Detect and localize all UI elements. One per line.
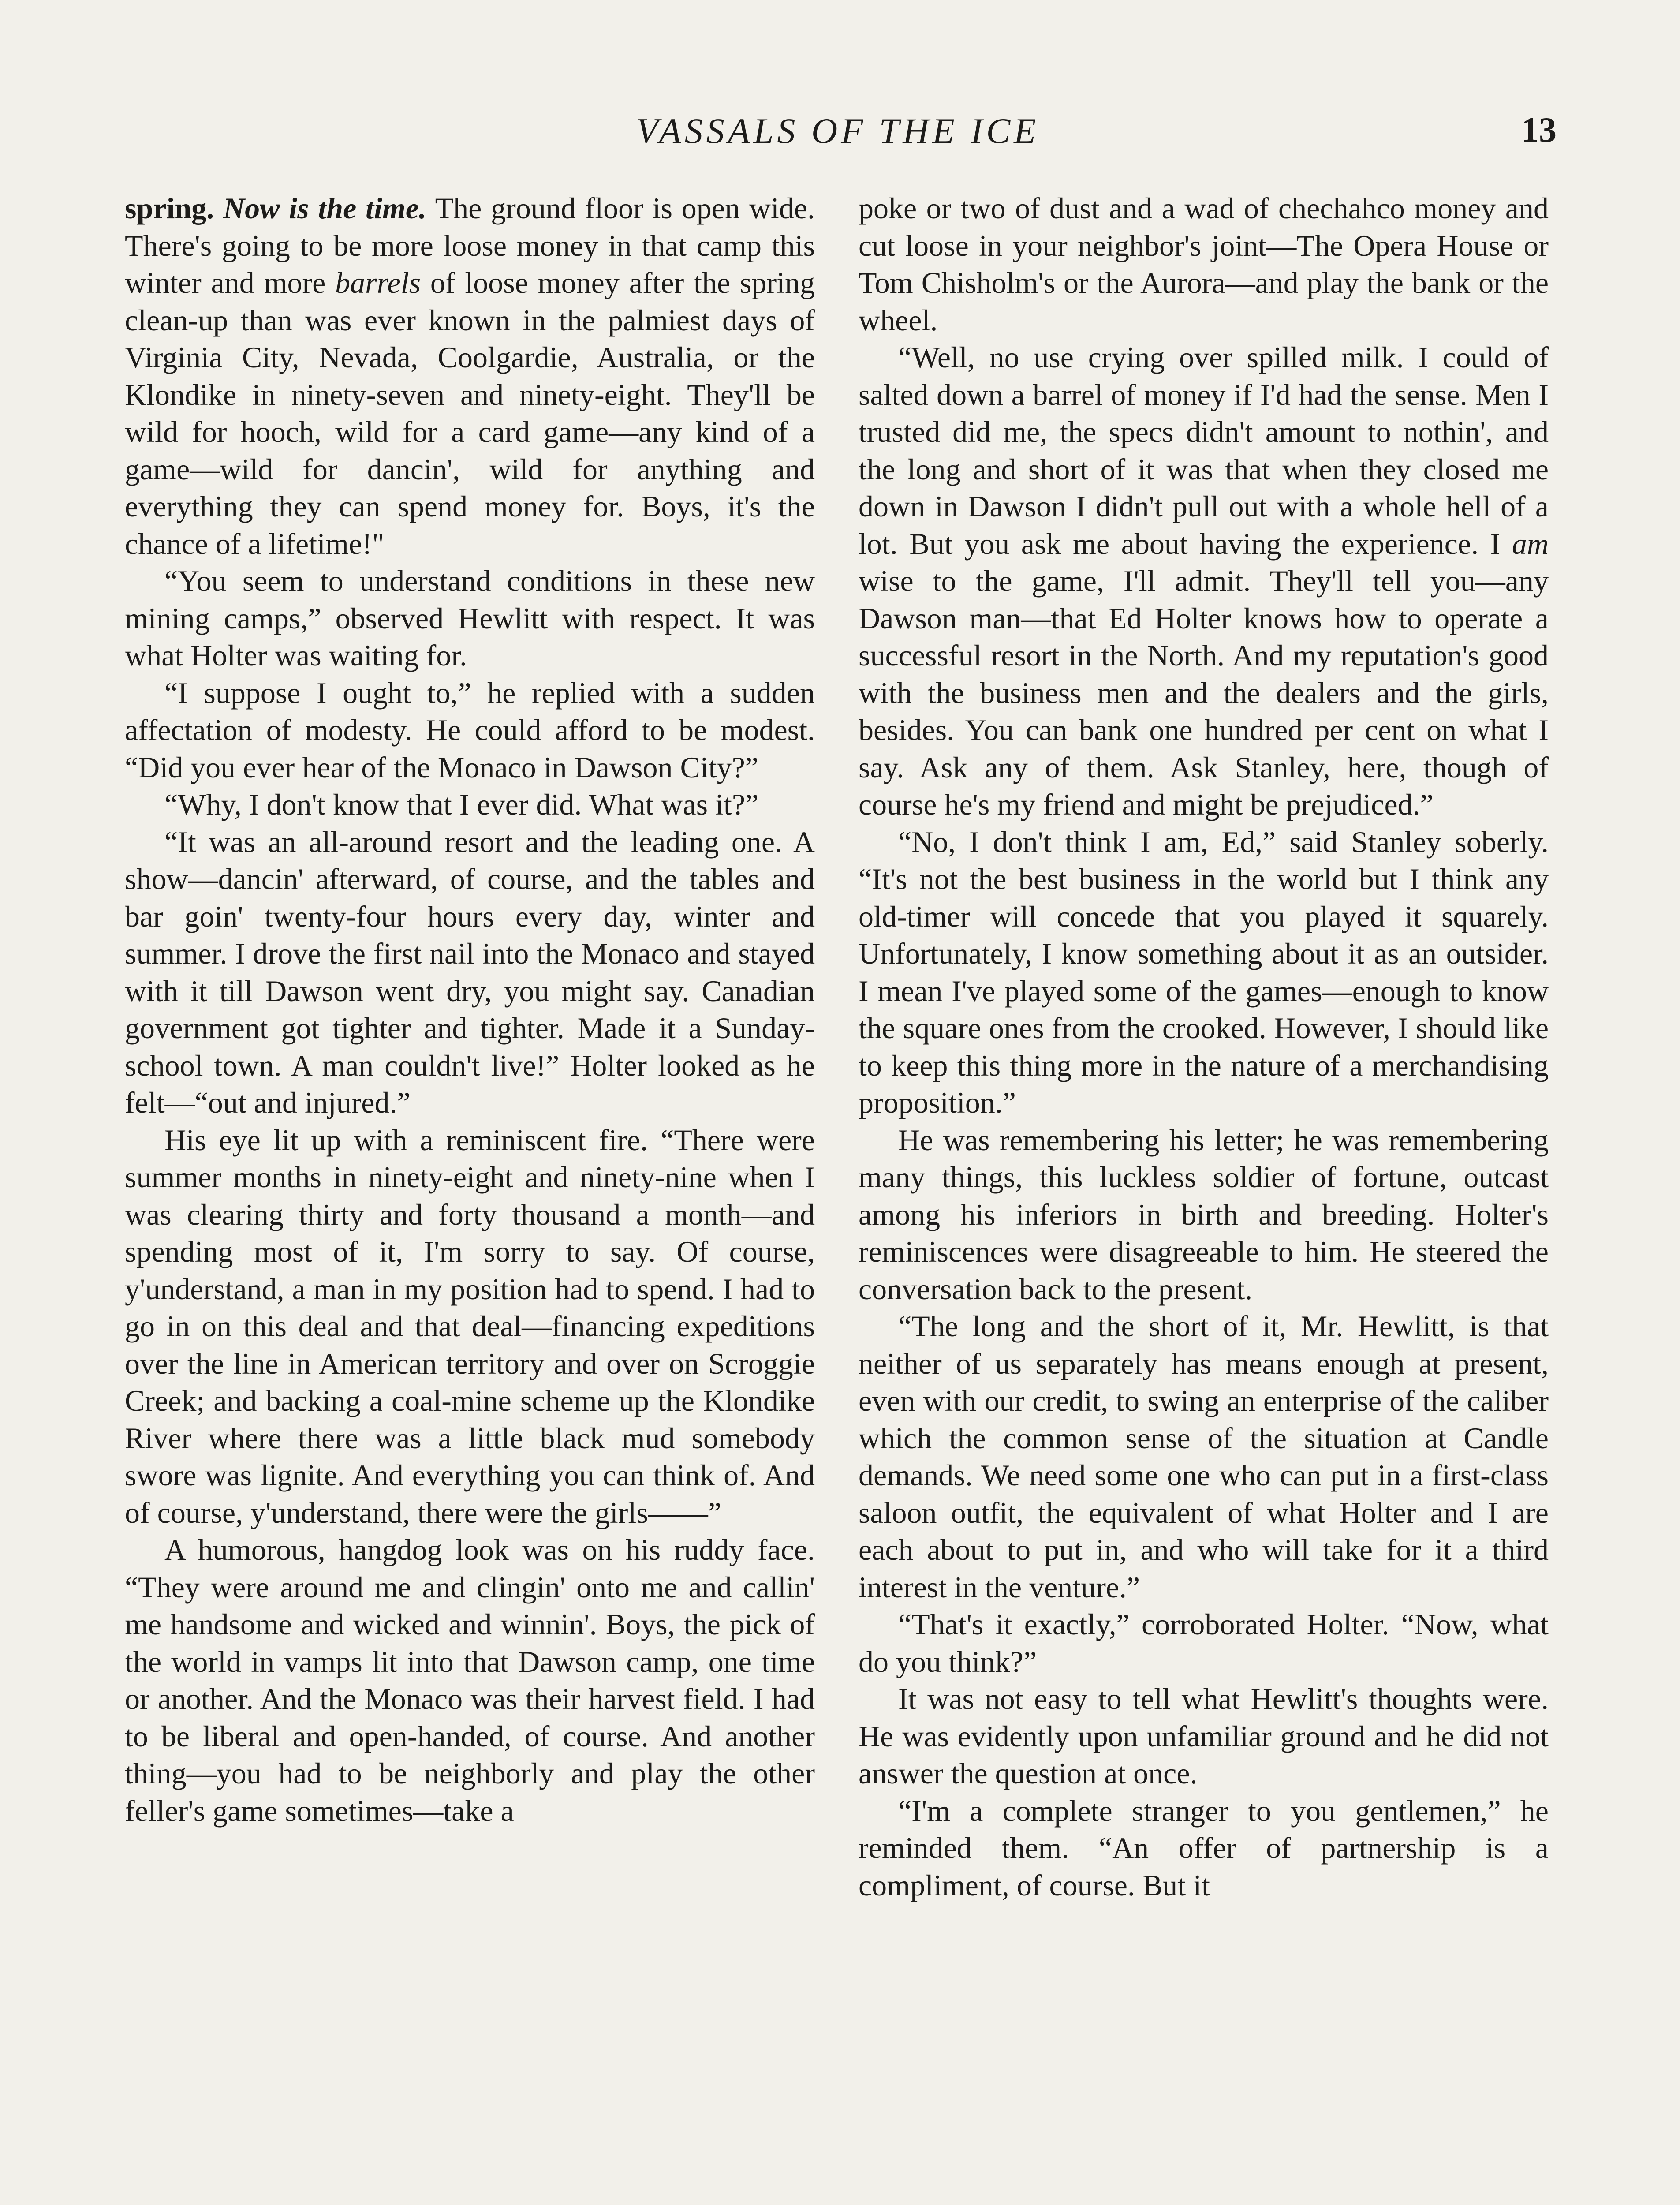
emphasis-text: barrels [335, 266, 421, 299]
paragraph: His eye lit up with a reminiscent fire. “There were summer months in ninety-eight and ninety-nine when I was clearing thirty and forty thousand a month—and spending most of it, I'm sorry to say. Of course, y'understand, a man in my position had to spend. I had to go in on this deal and that deal—financing expeditions over the line in American territory and over on Scroggie Creek; and backing a coal-mine scheme up the Klondike River where there was a little black mud somebody swore was lignite. And everything you can think of. And of course, y'understand, there were the girls——” [125, 1123, 815, 1529]
paragraph: He was remembering his letter; he was remembering many things, this luckless soldier of fortune, outcast among his inferiors in birth and breeding. Holter's reminiscences were disagreeable to him. He steered the conversation back to the present. [859, 1123, 1549, 1306]
paragraph: “That's it exactly,” corroborated Holter. “Now, what do you think?” [859, 1607, 1549, 1678]
paragraph: “I suppose I ought to,” he replied with a sudden affectation of modesty. He could afford to be modest. “Did you ever hear of the Monaco in Dawson City?” [125, 676, 815, 784]
left-column [125, 190, 815, 1829]
paragraph: “I'm a complete stranger to you gentlemen,” he reminded them. “An offer of partnership is a compliment, of course. But it [859, 1794, 1549, 1902]
paragraph-text: wise to the game, I'll admit. They'll tell you—any Dawson man—that Ed Holter knows how to operate a successful resort in the North. And my reputation's good with the business men and the dealers and the girls, besides. You can bank one hundred per cent on what I say. Ask any of them. Ask Stanley, here, though of course he's my friend and might be prejudiced.” [859, 564, 1549, 821]
paragraph: “It was an all-around resort and the leading one. A show—dancin' afterward, of course, and the tables and bar goin' twenty-four hours every day, winter and summer. I drove the first nail into the Monaco and stayed with it till Dawson went dry, you might say. Canadian government got tighter and tighter. Made it a Sunday-school town. A man couldn't live!” Holter looked as he felt—“out and injured.” [125, 825, 815, 1119]
page-number: 13 [1521, 111, 1557, 149]
right-column [859, 190, 1549, 1904]
running-title: VASSALS OF THE ICE [636, 111, 1040, 151]
paragraph-text: of loose money after the spring clean-up than was ever known in the palmiest days of Virginia City, Nevada, Coolgardie, Australia, or the Klondike in ninety-seven and ninety-eight. They'll be wild for hooch, wild for a card game—any kind of a game—wild for dancin', wild for anything and everything they can spend money for. Boys, it's the chance of a lifetime!" [125, 266, 815, 561]
paragraph-text: “Well, no use crying over spilled milk. I could of salted down a barrel of money if I'd had the sense. Men I trusted did me, the specs didn't amount to nothin', and the long and short of it was that when they closed me down in Dawson I didn't pull out with a whole hell of a lot. But you ask me about having the experience. I [859, 340, 1549, 561]
emphasis-text: am [1512, 527, 1549, 561]
paragraph: poke or two of dust and a wad of chechahco money and cut loose in your neighbor's joint—The Opera House or Tom Chisholm's or the Aurora—and play the bank or the wheel. [859, 191, 1549, 337]
emphasis-text: Now is the time. [223, 191, 427, 225]
paragraph: A humorous, hangdog look was on his ruddy face. “They were around me and clingin' onto me and callin' me handsome and wicked and winnin'. Boys, the pick of the world in vamps lit into that Dawson camp, one time or another. And the Monaco was their harvest field. I had to be liberal and open-handed, of course. And another thing—you had to be neighborly and play the other feller's game sometimes—take a [125, 1533, 815, 1828]
paragraph-text: The ground floor is open wide. There's going to be more loose money in that camp this winter and more [125, 191, 815, 299]
paragraph: “The long and the short of it, Mr. Hewlitt, is that neither of us separately has means enough at present, even with our credit, to swing an enterprise of the caliber which the common sense of the situation at Candle demands. We need some one who can put in a first-class saloon outfit, the equivalent of what Holter and I are each about to put in, and who will take for it a third interest in the venture.” [859, 1309, 1549, 1604]
paragraph: “Why, I don't know that I ever did. What was it?” [164, 788, 759, 821]
lead-word: spring. [125, 191, 214, 225]
page-header [0, 110, 1680, 163]
paragraph: “You seem to understand conditions in these new mining camps,” observed Hewlitt with respect. It was what Holter was waiting for. [125, 564, 815, 672]
paragraph: “No, I don't think I am, Ed,” said Stanley soberly. “It's not the best business in the world but I think any old-timer will concede that you played it squarely. Unfortunately, I know something about it as an outsider. I mean I've played some of the games—enough to know the square ones from the crooked. However, I should like to keep this thing more in the nature of a merchandising proposition.” [859, 825, 1549, 1119]
paragraph [859, 339, 1549, 823]
paragraph [125, 190, 815, 562]
paragraph: It was not easy to tell what Hewlitt's thoughts were. He was evidently upon unfamiliar ground and he did not answer the question at once. [859, 1682, 1549, 1790]
